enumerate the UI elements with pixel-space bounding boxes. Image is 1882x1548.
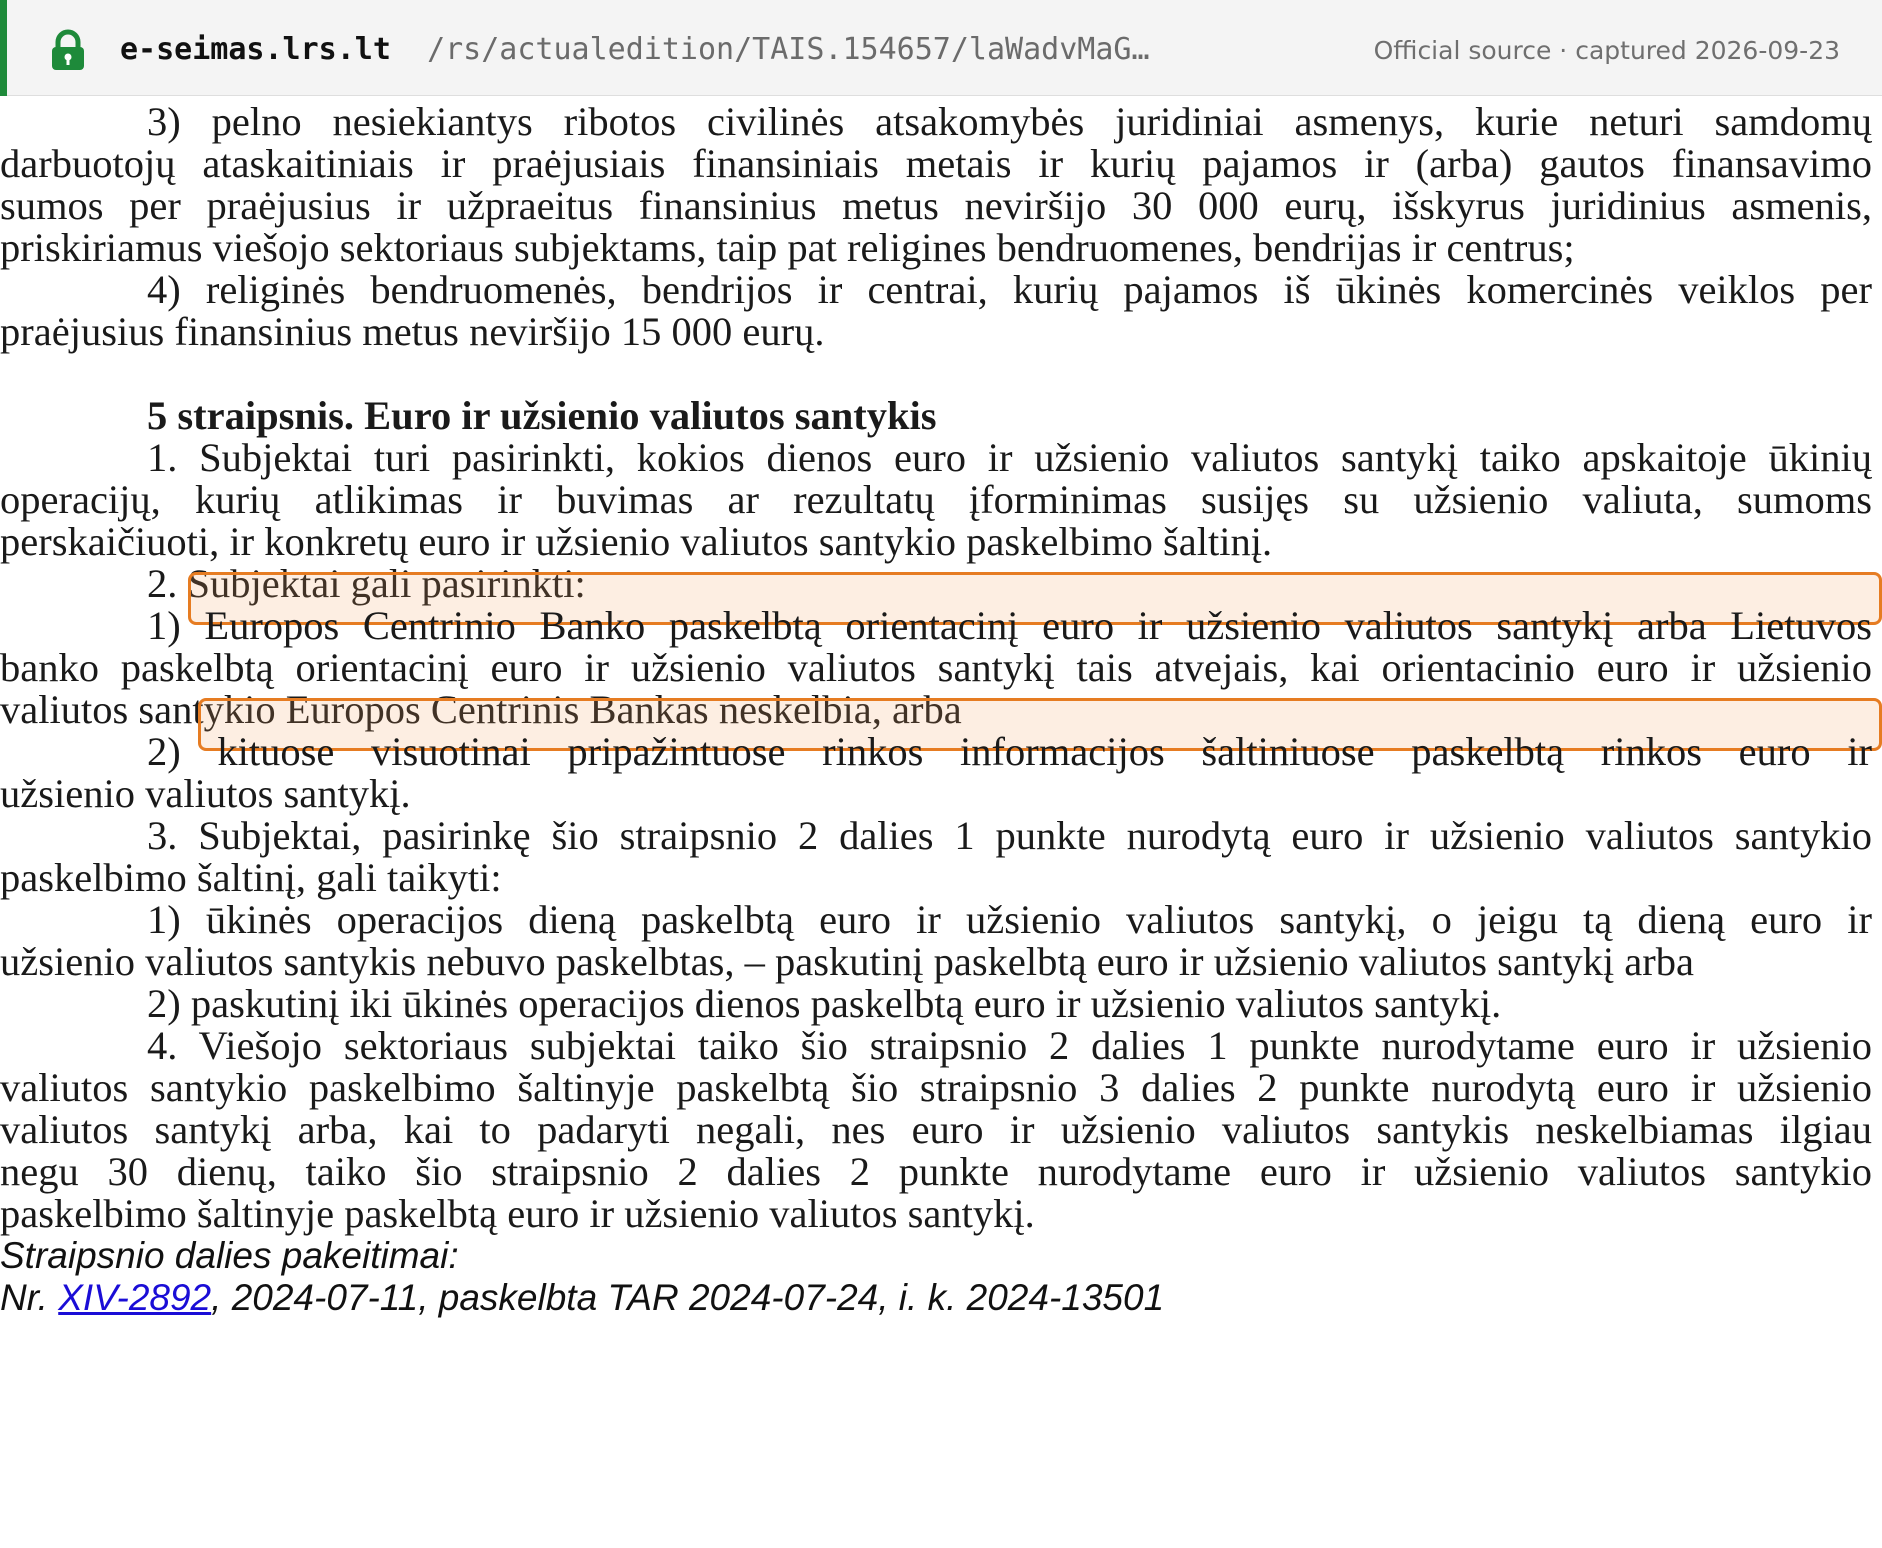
doc-line: valiutos santykį arba, kai to padaryti negali, nes euro ir užsienio valiutos santykis neskelbiamas ilgiau xyxy=(0,1107,1872,1152)
doc-line: perskaičiuoti, ir konkretų euro ir užsienio valiutos santykio paskelbimo šaltinį. xyxy=(0,519,1273,564)
doc-line: 4) religinės bendruomenės, bendrijos ir centrai, kurių pajamos iš ūkinės komercinės veiklos per xyxy=(147,267,1872,312)
doc-line: 3) pelno nesiekiantys ribotos civilinės atsakomybės juridiniai asmenys, kurie neturi samdomų xyxy=(147,99,1872,144)
doc-line: 4. Viešojo sektoriaus subjektai taiko šio straipsnio 2 dalies 1 punkte nurodytame euro ir užsienio xyxy=(147,1023,1872,1068)
doc-line: paskelbimo šaltinyje paskelbtą euro ir užsienio valiutos santykį. xyxy=(0,1191,1035,1236)
doc-line: negu 30 dienų, taiko šio straipsnio 2 dalies 2 punkte nurodytame euro ir užsienio valiutos santykio xyxy=(0,1149,1872,1194)
amendment-prefix: Nr. xyxy=(0,1277,59,1318)
doc-line: sumos per praėjusius ir užpraeitus finansinius metus neviršijo 30 000 eurų, išskyrus juridinius asmenis, xyxy=(0,183,1872,228)
doc-line: 2. Subjektai gali pasirinkti: xyxy=(147,561,586,606)
doc-line: banko paskelbtą orientacinį euro ir užsienio valiutos santykį tais atvejais, kai orientacinio euro ir užsienio xyxy=(0,645,1872,690)
doc-line: 1. Subjektai turi pasirinkti, kokios dienos euro ir užsienio valiutos santykį taiko apskaitoje ūkinių xyxy=(147,435,1872,480)
capture-note: Official source · captured 2026-09-23 xyxy=(1373,36,1840,65)
secure-accent-strip xyxy=(0,0,7,96)
doc-line: valiutos santykio paskelbimo šaltinyje paskelbtą šio straipsnio 3 dalies 2 punkte nurodytą euro ir užsienio xyxy=(0,1065,1872,1110)
amendment-reference xyxy=(0,1272,1872,1323)
url-host: e-seimas.lrs.lt xyxy=(120,32,391,67)
doc-line: valiutos santykio Europos Centrinis Bankas neskelbia, arba xyxy=(0,687,962,732)
amendment-details: , 2024-07-11, paskelbta TAR 2024-07-24, i. k. 2024-13501 xyxy=(211,1277,1165,1318)
doc-line: priskiriamus viešojo sektoriaus subjektams, taip pat religines bendruomenes, bendrijas ir centrus; xyxy=(0,225,1575,270)
address-bar[interactable] xyxy=(0,0,1882,96)
url-path: /rs/actualedition/TAIS.154657/laWadvMaG… xyxy=(427,32,1150,67)
doc-line: darbuotojų ataskaitiniais ir praėjusiais finansiniais metais ir kurių pajamos ir (arba) gautos finansavimo xyxy=(0,141,1872,186)
doc-line: užsienio valiutos santykis nebuvo paskelbtas, – paskutinį paskelbtą euro ir užsienio valiutos santykį arba xyxy=(0,939,1694,984)
doc-line: praėjusius finansinius metus neviršijo 15 000 eurų. xyxy=(0,309,825,354)
doc-line-highlighted: 2) kituose visuotinai pripažintuose rinkos informacijos šaltiniuose paskelbtą rinkos euro ir xyxy=(147,729,1872,774)
amendment-note-title: Straipsnio dalies pakeitimai: xyxy=(0,1235,459,1276)
doc-line: užsienio valiutos santykį. xyxy=(0,771,411,816)
document-body xyxy=(0,96,1872,1548)
doc-line: 1) ūkinės operacijos dieną paskelbtą euro ir užsienio valiutos santykį, o jeigu tą dieną euro ir xyxy=(147,897,1872,942)
doc-line: 2) paskutinį iki ūkinės operacijos dienos paskelbtą euro ir užsienio valiutos santykį. xyxy=(147,981,1502,1026)
amendment-link[interactable]: XIV-2892 xyxy=(58,1277,212,1318)
doc-line: 3. Subjektai, pasirinkę šio straipsnio 2 dalies 1 punkte nurodytą euro ir užsienio valiutos santykio xyxy=(147,813,1872,858)
article-heading: 5 straipsnis. Euro ir užsienio valiutos santykis xyxy=(147,393,937,438)
doc-line-highlighted: 1) Europos Centrinio Banko paskelbtą orientacinį euro ir užsienio valiutos santykį arba Lietuvos xyxy=(147,603,1872,648)
doc-line: operacijų, kurių atlikimas ir buvimas ar rezultatų įforminimas susijęs su užsienio valiuta, sumoms xyxy=(0,477,1872,522)
lock-icon xyxy=(46,28,90,72)
url-text[interactable] xyxy=(120,30,1150,70)
doc-line: paskelbimo šaltinį, gali taikyti: xyxy=(0,855,502,900)
